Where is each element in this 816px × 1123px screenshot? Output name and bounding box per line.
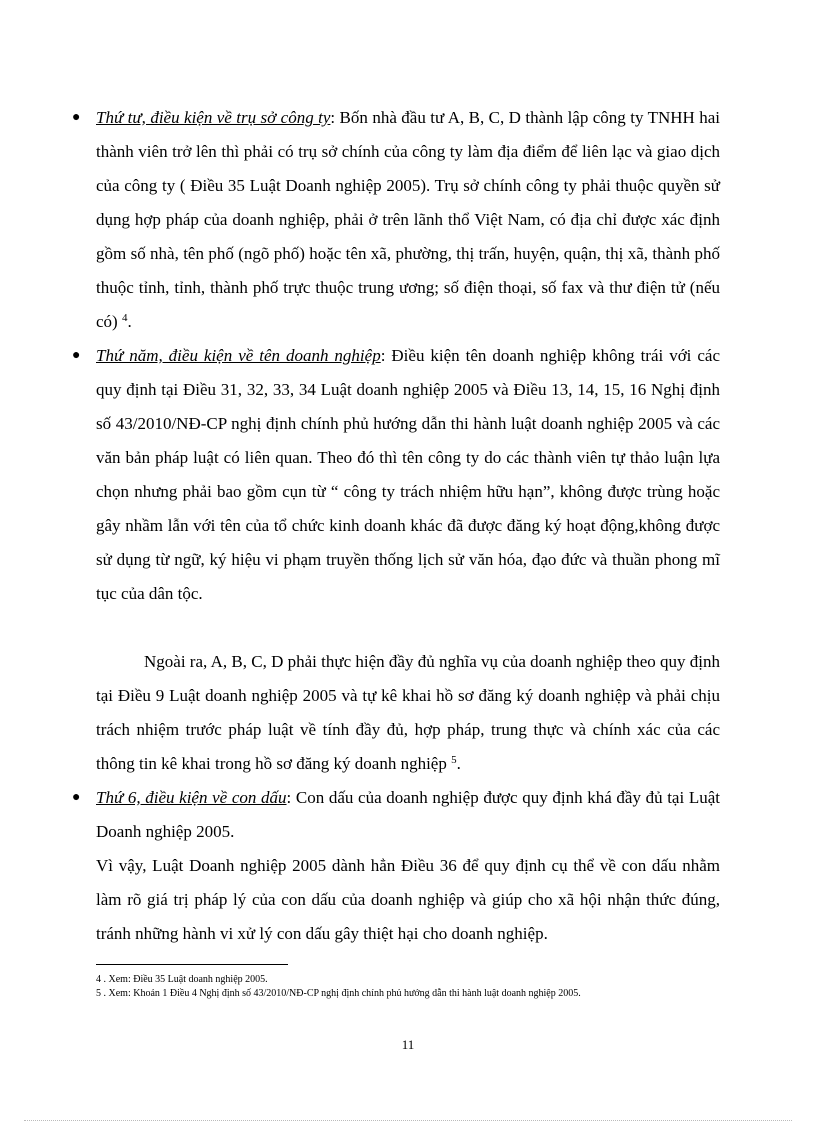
page-number: 11 <box>401 1037 415 1052</box>
bullet-icon: ● <box>72 790 81 805</box>
item-tail: . <box>127 312 132 331</box>
footnote-5: 5 . Xem: Khoản 1 Điều 4 Nghị định số 43/2010/NĐ-CP nghị định chính phủ hướng dẫn thi hành luật doanh nghiệp 2005. <box>96 988 581 999</box>
paragraph-tail: . <box>456 754 461 773</box>
item-text: : Bốn nhà đầu tư A, B, C, D thành lập công ty TNHH hai thành viên trở lên thì phải có trụ sở chính của công ty làm địa điểm để liên lạc và giao dịch của công ty ( Điều 35 Luật Doanh nghiệp 2005). Trụ sở chính công ty phải thuộc quyền sử dụng hợp pháp của doanh nghiệp, phải ở trên lãnh thổ Việt Nam, có địa chỉ được xác định gồm số nhà, tên phố (ngõ phố) hoặc tên xã, phường, thị trấn, huyện, quận, thị xã, thành phố thuộc tỉnh, tỉnh, thành phố trực thuộc trung ương; số điện thoại, số fax và thư điện tử (nếu có) <box>96 108 720 331</box>
item-text: : Điều kiện tên doanh nghiệp không trái với các quy định tại Điều 31, 32, 33, 34 Luật doanh nghiệp 2005 và Điều 13, 14, 15, 16 Nghị định số 43/2010/NĐ-CP nghị định chính phủ hướng dẫn thi hành luật doanh nghiệp 2005 và các văn bản pháp luật có liên quan. Theo đó thì tên công ty do các thành viên tự thảo luận lựa chọn nhưng phải bao gồm cụn từ “ công ty trách nhiệm hữu hạn”, không được trùng hoặc gây nhầm lẫn với tên của tổ chức kinh doanh khác đã được đăng ký hoạt động,không được sử dụng từ ngữ, ký hiệu vi phạm truyền thống lịch sử văn hóa, đạo đức và thuần phong mĩ tục của dân tộc. <box>96 346 721 603</box>
paragraph-obligations <box>96 645 720 781</box>
item-lead: Thứ năm, điều kiện về tên doanh nghiệp <box>96 346 381 365</box>
item-lead: Thứ 6, điều kiện về con dấu <box>96 788 287 807</box>
bullet-item-seal <box>72 781 720 849</box>
bullet-icon: ● <box>72 110 81 125</box>
page-bottom-border <box>24 1120 792 1121</box>
footnote-ref: 5 <box>451 754 457 766</box>
paragraph-gap <box>96 611 720 645</box>
page-body <box>72 101 721 951</box>
footnote-separator <box>96 964 288 965</box>
footnotes <box>96 973 720 1001</box>
footnote-4: 4 . Xem: Điều 35 Luật doanh nghiệp 2005. <box>96 974 268 985</box>
footnote-ref: 4 <box>121 312 128 324</box>
item-lead: Thứ tư, điều kiện về trụ sở công ty <box>96 108 331 127</box>
bullet-item-company-name <box>72 339 721 611</box>
paragraph-text: Ngoài ra, A, B, C, D phải thực hiện đầy đủ nghĩa vụ của doanh nghiệp theo quy định tại Điều 9 Luật doanh nghiệp 2005 và tự kê khai hồ sơ đăng ký doanh nghiệp và phải chịu trách nhiệm trước pháp luật về tính đầy đủ, hợp pháp, trung thực và chính xác của các thông tin kê khai trong hồ sơ đăng ký doanh nghiệp <box>96 652 720 773</box>
bullet-item-headquarters <box>72 101 720 339</box>
item-text: : Con dấu của doanh nghiệp được quy định khá đầy đủ tại Luật Doanh nghiệp 2005. <box>96 788 720 841</box>
bullet-icon: ● <box>72 348 81 363</box>
closing-paragraph: Vì vậy, Luật Doanh nghiệp 2005 dành hẳn Điều 36 để quy định cụ thể về con dấu nhằm làm rõ giá trị pháp lý của con dấu của doanh nghiệp và giúp cho xã hội nhận thức đúng, tránh những hành vi xử lý con dấu gây thiệt hại cho doanh nghiệp. <box>96 856 720 943</box>
